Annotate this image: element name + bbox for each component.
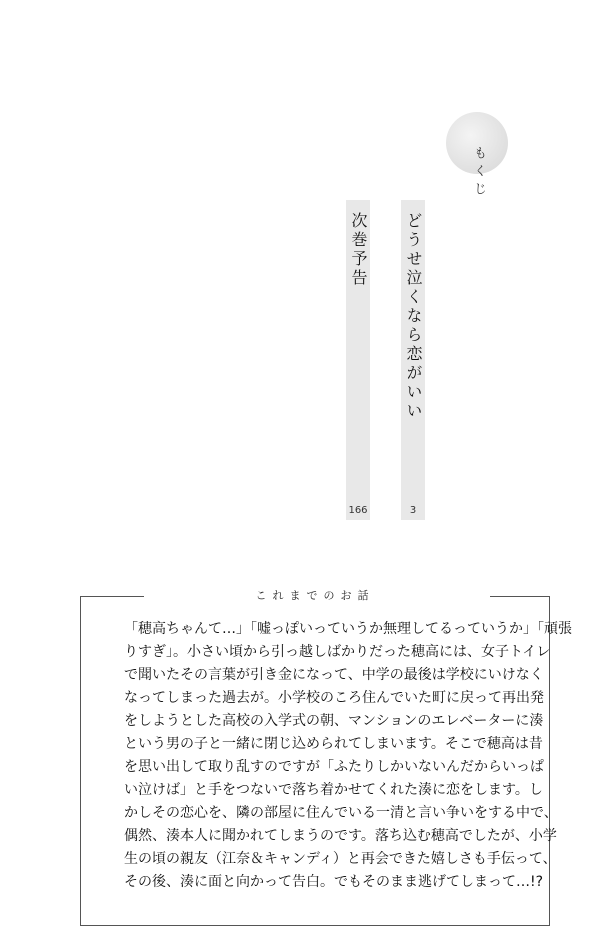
story-line: で聞いたその言葉が引き金になって、中学の最後は学校にいけなく: [124, 667, 544, 683]
toc-entry-main-story[interactable]: [401, 200, 425, 520]
frame-border: [80, 606, 81, 916]
story-line: なってしまった過去が。小学校のころ住んでいた町に戻って再出発: [124, 690, 544, 706]
story-line: その後、湊に面と向かって告白。でもそのまま逃げてしまって…!?: [124, 874, 544, 890]
story-line: 偶然、湊本人に聞かれてしまうのです。落ち込む穂高でしたが、小学: [124, 828, 557, 844]
contents-heading: もくじ: [471, 146, 486, 200]
toc-entry-page-number: 3: [409, 505, 417, 516]
story-line: を思い出して取り乱すのですが「ふたりしかいないんだからいっぱ: [124, 759, 544, 775]
toc-entry-next-volume-preview[interactable]: [346, 200, 370, 520]
story-line: 「穂高ちゃんて…」「嘘っぽいっていうか無理してるっていうか」「頑張: [124, 621, 572, 637]
toc-entry-title: 次巻予告: [349, 212, 368, 288]
toc-entry-page-number: 166: [348, 505, 368, 516]
story-line: りすぎ」。小さい頃から引っ越しばかりだった穂高には、女子トイレ: [124, 644, 551, 660]
frame-corner: [541, 915, 550, 926]
frame-border: [88, 925, 542, 926]
toc-entry-title: どうせ泣くなら恋がいい: [404, 212, 423, 421]
story-line: 生の頃の親友（江奈＆キャンディ）と再会できた嬉しさも手伝って、: [124, 851, 557, 867]
story-so-far-heading: これまでのお話: [255, 589, 375, 602]
story-line: かしその恋心を、隣の部屋に住んでいる一清と言い争いをする中で、: [124, 805, 558, 821]
story-line: をしようとした高校の入学式の朝、マンションのエレベーターに湊: [124, 713, 544, 729]
story-line: という男の子と一緒に閉じ込められてしまいます。そこで穂高は昔: [124, 736, 543, 752]
story-line: い泣けば」と手をつないで落ち着かせてくれた湊に恋をします。し: [124, 782, 543, 798]
story-so-far-text: [124, 618, 572, 894]
story-so-far-box: [80, 589, 572, 926]
